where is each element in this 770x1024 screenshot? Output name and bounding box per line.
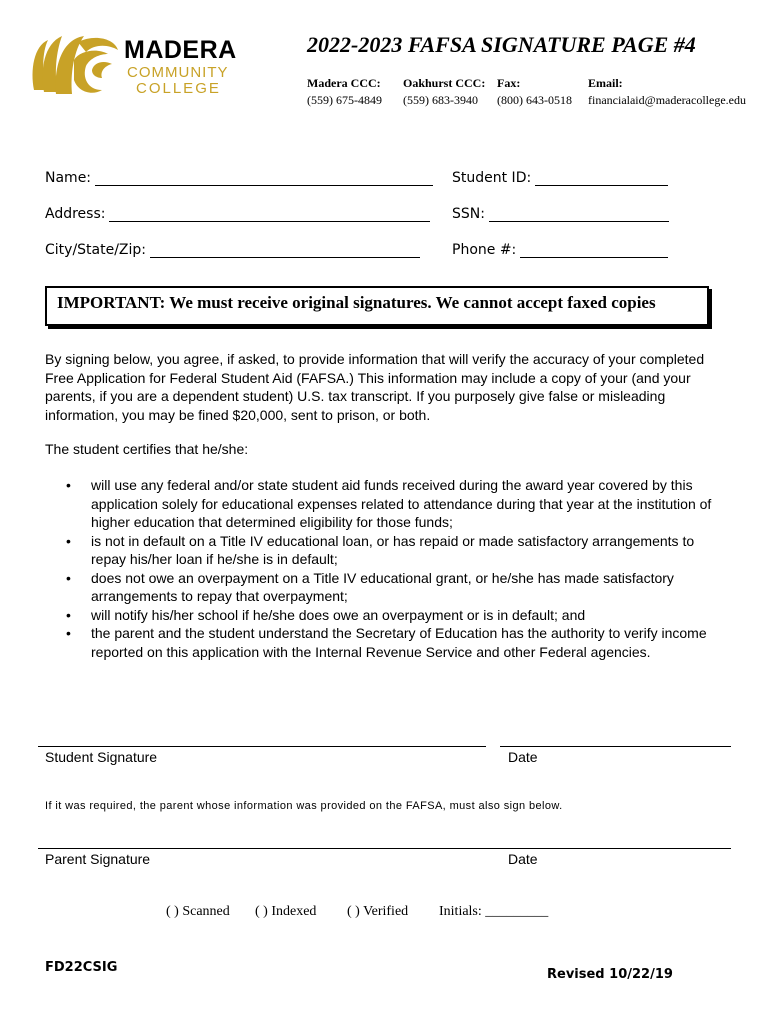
address-label: Address:	[45, 206, 106, 222]
phone-input-line[interactable]	[520, 243, 668, 258]
list-item: • the parent and the student understand the Secretary of Education has the authority to verify income reported on this application with the Internal Revenue Service and other Federal agencies.	[66, 625, 707, 660]
logo-wordmark-college: COLLEGE	[136, 80, 221, 97]
address-input-line[interactable]	[109, 207, 430, 222]
contact-label-oakhurst: Oakhurst CCC:	[403, 76, 486, 90]
bullet-icon: •	[66, 532, 71, 549]
parent-date-label: Date	[508, 851, 538, 867]
list-item: • will use any federal and/or state student aid funds received during the award year covered by this application solely for educational expenses related to attendance during that year at the institution of higher education that determined eligibility for those funds;	[66, 477, 712, 530]
bullet-icon: •	[66, 625, 71, 641]
phone-label: Phone #:	[452, 242, 517, 258]
list-item: • does not owe an overpayment on a Title IV educational grant, or he/she has made satisfactory arrangements to repay that overpayment;	[66, 569, 674, 604]
parent-signature-note: If it was required, the parent whose information was provided on the FAFSA, must also sign below.	[45, 800, 563, 812]
phone-field[interactable]	[452, 242, 668, 258]
student-id-input-line[interactable]	[535, 171, 668, 186]
student-id-label: Student ID:	[452, 170, 532, 186]
name-input-line[interactable]	[95, 171, 433, 186]
bullet-icon: •	[66, 569, 71, 586]
page-title: 2022-2023 FAFSA SIGNATURE PAGE #4	[307, 32, 696, 57]
initials-field: Initials: _________	[439, 904, 549, 919]
certifies-heading: The student certifies that he/she:	[45, 441, 249, 457]
name-label: Name:	[45, 170, 92, 186]
name-field[interactable]	[45, 170, 433, 186]
contact-value-madera: (559) 675-4849	[307, 93, 382, 107]
student-date-line[interactable]	[500, 746, 731, 747]
contact-value-email: financialaid@maderacollege.edu	[588, 93, 746, 107]
logo-wordmark-madera: MADERA	[124, 36, 237, 64]
revision-date: Revised 10/22/19	[547, 967, 673, 982]
certification-list	[66, 476, 726, 661]
student-signature-label: Student Signature	[45, 749, 158, 765]
contact-value-oakhurst: (559) 683-3940	[403, 93, 478, 107]
indexed-checkbox: ( ) Indexed	[255, 904, 317, 919]
contact-label-madera: Madera CCC:	[307, 76, 381, 90]
contact-label-email: Email:	[588, 76, 623, 90]
important-notice: IMPORTANT: We must receive original signatures. We cannot accept faxed copies	[57, 293, 656, 312]
contact-value-fax: (800) 643-0518	[497, 93, 572, 107]
student-id-field[interactable]	[452, 170, 668, 186]
scanned-checkbox: ( ) Scanned	[166, 904, 230, 919]
list-item: • will notify his/her school if he/she does owe an overpayment or is in default; and	[66, 606, 586, 623]
agreement-paragraph: By signing below, you agree, if asked, to provide information that will verify the accuracy of your completed Free Application for Federal Student Aid (FAFSA.) This information may include a copy of your (and your parents, if you are a dependent student) U.S. tax transcript. If you purposely give false or misleading information, you may be fined $20,000, sent to prison, or both.	[45, 351, 705, 423]
ssn-label: SSN:	[452, 206, 485, 222]
list-item: • is not in default on a Title IV educational loan, or has repaid or made satisfactory arrangements to repay his/her loan if he/she is in default;	[66, 532, 695, 567]
ssn-input-line[interactable]	[489, 207, 669, 222]
student-date-label: Date	[508, 749, 538, 765]
contact-label-fax: Fax:	[497, 76, 521, 90]
bullet-icon: •	[66, 606, 71, 623]
verified-checkbox: ( ) Verified	[347, 904, 409, 919]
bullet-icon: •	[66, 477, 71, 493]
college-logo-icon	[28, 30, 120, 104]
logo-wordmark-community: COMMUNITY	[127, 64, 229, 81]
student-signature-line[interactable]	[38, 746, 486, 747]
parent-signature-line[interactable]	[38, 848, 731, 849]
address-field[interactable]	[45, 206, 430, 222]
form-code: FD22CSIG	[45, 960, 118, 975]
city-state-zip-input-line[interactable]	[150, 243, 420, 258]
parent-signature-label: Parent Signature	[45, 851, 151, 867]
ssn-field[interactable]	[452, 206, 669, 222]
city-state-zip-field[interactable]	[45, 242, 420, 258]
city-state-zip-label: City/State/Zip:	[45, 242, 147, 258]
